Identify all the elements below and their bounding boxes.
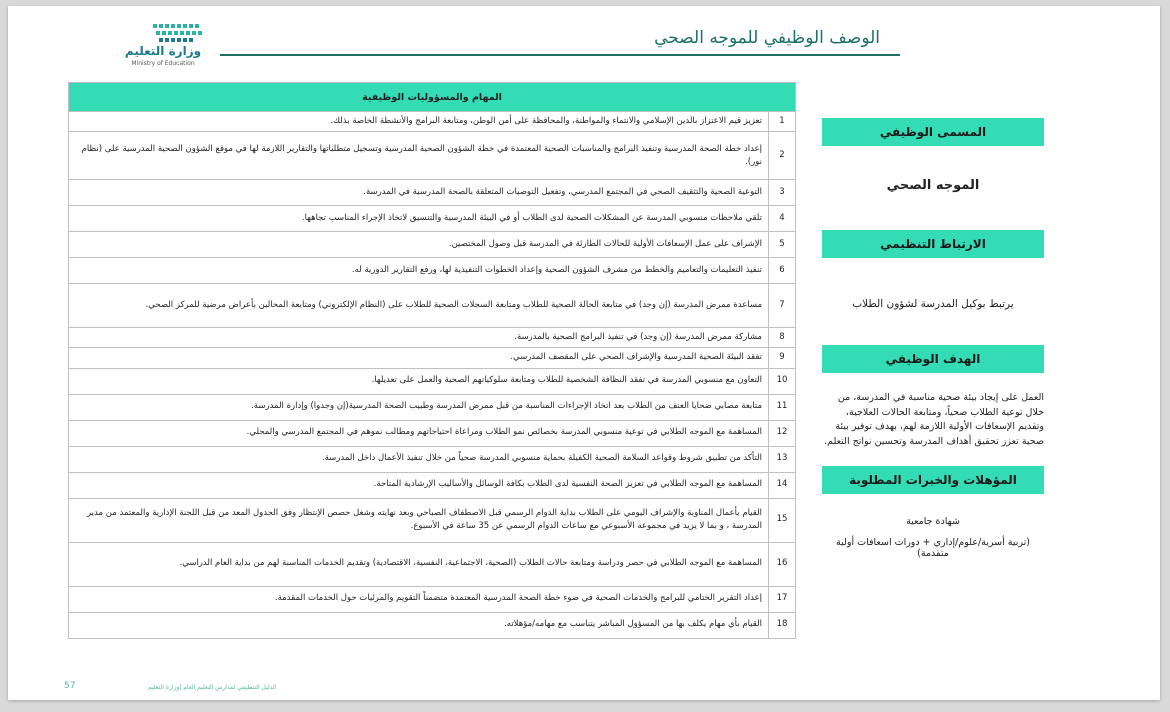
duties-table-body: [69, 112, 796, 639]
table-row: [69, 328, 796, 348]
duty-text: مشاركة ممرض المدرسة (إن وجد) في تنفيذ البرامج الصحية بالمدرسة.: [69, 328, 769, 348]
duty-number: 2: [769, 132, 796, 180]
duty-text: المساهمة مع الموجه الطلابي في حصر ودراسة ومتابعة حالات الطلاب (الصحية، الاجتماعية، النفسية، الاقتصادية) وتقديم الخدمات المناسبة لهم من بداية العام الدراسي.: [69, 542, 769, 586]
duty-text: الإشراف على عمل الإسعافات الأولية للحالات الطارئة في المدرسة قبل وصول المختصين.: [69, 232, 769, 258]
duty-number: 6: [769, 258, 796, 284]
duty-text: المساهمة مع الموجه الطلابي في توعية منسوبي المدرسة بخصائص نمو الطلاب ومراعاة احتياجاتهم ومطالب نموهم في المجتمع المدرسي والمحلي.: [69, 420, 769, 446]
side-panel: [822, 118, 1044, 193]
table-row: [69, 258, 796, 284]
duty-number: 17: [769, 586, 796, 612]
org-link-value: يرتبط بوكيل المدرسة لشؤون الطلاب: [852, 298, 1014, 310]
duty-text: المساهمة مع الموجه الطلابي في تعزيز الصحة النفسية لدى الطلاب بكافة الوسائل والأساليب الإرشادية المتاحة.: [69, 472, 769, 498]
duty-number: 1: [769, 112, 796, 132]
ministry-logo: [103, 22, 213, 70]
duty-number: 13: [769, 446, 796, 472]
table-row: [69, 394, 796, 420]
table-row: [69, 232, 796, 258]
org-link-heading: الارتباط التنظيمي: [822, 230, 1044, 258]
job-title-value: الموجه الصحي: [886, 178, 980, 193]
duty-number: 10: [769, 368, 796, 394]
table-row: [69, 132, 796, 180]
duty-text: تلقي ملاحظات منسوبي المدرسة عن المشكلات الصحية لدى الطلاب أو في البيئة المدرسية والتنسيق لاتخاذ الإجراء المناسب تجاهها.: [69, 206, 769, 232]
table-row: [69, 498, 796, 542]
page-title: الوصف الوظيفي للموجه الصحي: [654, 28, 880, 48]
qualifications-line-1: شهادة جامعية: [906, 516, 960, 527]
duty-number: 5: [769, 232, 796, 258]
duty-number: 14: [769, 472, 796, 498]
table-row: [69, 368, 796, 394]
qualifications-section: [822, 466, 1044, 559]
table-row: [69, 542, 796, 586]
goal-heading: الهدف الوظيفي: [822, 345, 1044, 373]
qualifications-line-2: (تربية أسرية/علوم/إداري + دورات اسعافات أولية متقدمة): [836, 537, 1030, 559]
duty-number: 8: [769, 328, 796, 348]
document-page: [8, 6, 1160, 700]
duty-text: مساعدة ممرض المدرسة (إن وجد) في متابعة الحالة الصحية للطلاب ومتابعة السجلات الصحية للطلاب على (النظام الإلكتروني) ومتابعة المحالين بأعراض مرضية للمركز الصحي.: [69, 284, 769, 328]
logo-arabic-text: وزارة التعليم: [124, 44, 202, 58]
duty-text: التأكد من تطبيق شروط وقواعد السلامة الصحية الكفيلة بحماية منسوبي المدرسة صحياً من خلال تنفيذ الأعمال داخل المدرسة.: [69, 446, 769, 472]
duty-number: 9: [769, 348, 796, 368]
table-row: [69, 284, 796, 328]
duties-table-heading: المهام والمسؤوليات الوظيفية: [69, 83, 796, 112]
duty-number: 4: [769, 206, 796, 232]
table-row: [69, 180, 796, 206]
duty-text: القيام بأي مهام يكلف بها من المسؤول المباشر يتناسب مع مهامه/مؤهلاته.: [69, 612, 769, 638]
duty-number: 7: [769, 284, 796, 328]
duties-table: [68, 82, 796, 639]
duty-text: تفقد البيئة الصحية المدرسية والإشراف الصحي على المقصف المدرسي.: [69, 348, 769, 368]
duty-text: إعداد خطة الصحة المدرسية وتنفيذ البرامج والمناسبات الصحية المعتمدة في خطة الشؤون الصحية المدرسية وتسجيل متطلباتها والتقارير اللازمة لها في موقع الشؤون الصحية المدرسية على (نظام نور).: [69, 132, 769, 180]
duty-number: 12: [769, 420, 796, 446]
goal-value: العمل على إيجاد بيئة صحية مناسبة في المدرسة، من خلال توعية الطلاب صحياً، ومتابعة الحالات العلاجية، وتقديم الإسعافات الأولية اللازمة لهم، بهدف توفير بيئة صحية تعزز تحقيق أهداف المدرسة وتحسين نواتج التعلم.: [824, 392, 1044, 448]
duty-number: 16: [769, 542, 796, 586]
logo-dots-icon: [151, 22, 207, 44]
table-row: [69, 348, 796, 368]
header-divider: [220, 54, 900, 56]
logo-english-text: Ministry of Education: [131, 60, 195, 67]
qualifications-heading: المؤهلات والخبرات المطلوبة: [822, 466, 1044, 494]
duty-number: 15: [769, 498, 796, 542]
page-number: 57: [64, 681, 76, 691]
footer-guide-text: الدليل التنظيمي لمدارس التعليم العام |وزارة التعليم: [148, 684, 277, 691]
duty-text: التوعية الصحية والتثقيف الصحي في المجتمع المدرسي، وتفعيل التوصيات المتعلقة بالصحة المدرسية في المدرسة.: [69, 180, 769, 206]
duty-text: تعزيز قيم الاعتزاز بالدين الإسلامي والانتماء والمواطنة، والمحافظة على أمن الوطن، ومتابعة البرامج والأنشطة الخاصة بذلك.: [69, 112, 769, 132]
table-row: [69, 446, 796, 472]
table-row: [69, 472, 796, 498]
duty-number: 11: [769, 394, 796, 420]
duty-number: 18: [769, 612, 796, 638]
duty-text: التعاون مع منسوبي المدرسة في تفقد النظافة الشخصية للطلاب ومتابعة سلوكياتهم الصحية والعمل على تعديلها.: [69, 368, 769, 394]
table-row: [69, 206, 796, 232]
duty-text: متابعة مصابي ضحايا العنف من الطلاب بعد اتخاذ الإجراءات المناسبة من قبل ممرض المدرسة وطبيب الصحة المدرسية(إن وجدوا) وإدارة المدرسة.: [69, 394, 769, 420]
duty-text: القيام بأعمال المناوبة والإشراف اليومي على الطلاب بداية الدوام الرسمي قبل الاصطفاف الصباحي وبعد نهايته وشغل حصص الإنتظار وفق الجدول المعد من قبل اللجنة الإدارية والمعتمد من مدير المدرسة ، و بما لا يزيد في مجموعه الأسبوعي مع ساعات الدوام الرسمي عن 35 ساعة في الأسبوع.: [69, 498, 769, 542]
table-row: [69, 612, 796, 638]
org-link-section: [822, 230, 1044, 310]
duty-text: إعداد التقرير الختامي للبرامج والخدمات الصحية في ضوء خطة الصحة المدرسية المعتمدة متضمناً التقويم والمرئيات حول الخدمات المقدمة.: [69, 586, 769, 612]
table-row: [69, 586, 796, 612]
job-title-heading: المسمى الوظيفي: [822, 118, 1044, 146]
duty-text: تنفيذ التعليمات والتعاميم والخطط من مشرف الشؤون الصحية وإعداد الخطوات التنفيذية لها، ورفع التقارير الدورية له.: [69, 258, 769, 284]
goal-section: [822, 345, 1044, 450]
duty-number: 3: [769, 180, 796, 206]
table-row: [69, 420, 796, 446]
table-row: [69, 112, 796, 132]
